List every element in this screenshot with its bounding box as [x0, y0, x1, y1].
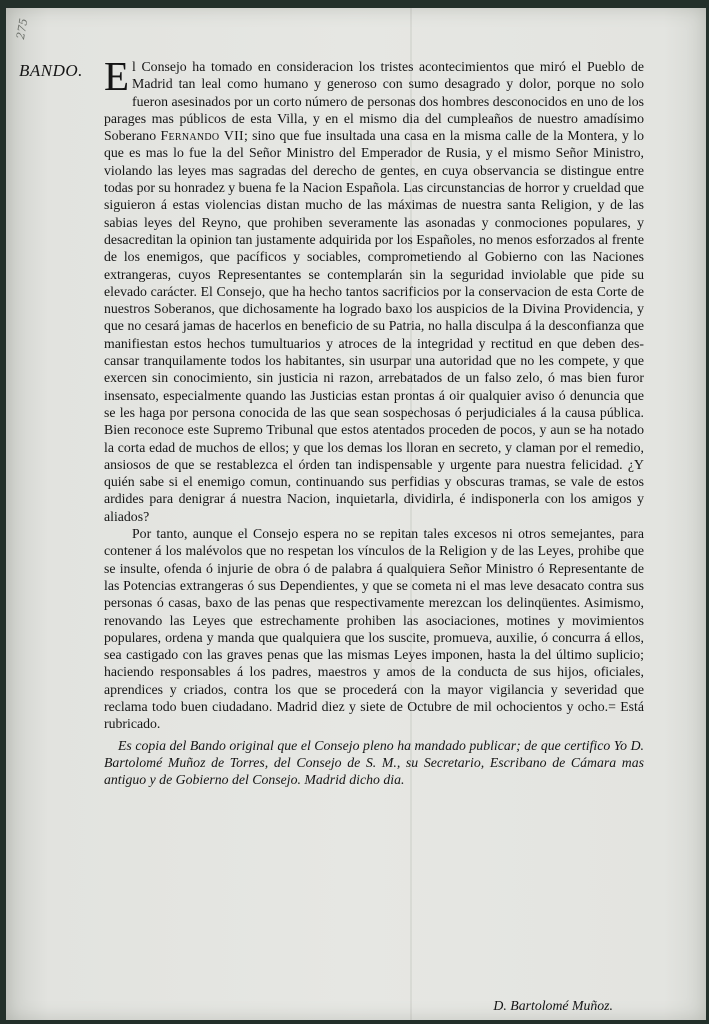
king-name: Fernando VII — [160, 128, 244, 144]
drop-cap: E — [104, 53, 130, 99]
paragraph-1-text-b: ; sino que fue insultada una casa en la misma calle de la Montera, y lo que es mas lo fue la del Señor Ministro del Emperador de Rusia, y el mismo Señor Ministro, violando las leyes mas sagradas del derecho de gentes, en cuya observancia se distingue entre todas por su honradez y buena fe la Nacion Española. Las circunstancias de horror y crueldad que siguieron á estas violencias distan mucho de las máximas de nuestra santa Religion, y de las sabias leyes del Reyno, que prohiben severamente las asonadas y conmociones populares, y desacreditan la opinion tan justamente adquirida por los Españoles, no menos esforzados al frente de los enemigos, que pacíficos y sociables, comprometiendo al Gobierno con las Naciones extrangeras, cuyos Representantes se contemplarán sin la seguridad inviolable que pide su elevado carácter. El Consejo, que ha hecho tantos sacrificios por la conservacion de esta Corte de nuestros Soberanos, que dichosamente ha logrado baxo los auspicios de la Divina Providencia, y que no cesará jamas de hacerlos en beneficio de su Patria, no halla disculpa á la desconfianza que manifiestan estos hechos tumultuarios y atroces de la integridad y rectitud en que deben descansar tranquilamente todos los habitantes, sin usurpar una autoridad que no les compete, y que exercen sin conocimiento, sin justicia ni razon, arrebatados de un falso zelo, ó mas bien furor insensato, especialmente quando las Justicias estan prontas á oir qualquier aviso ó denuncia que se les haga por persona conocida de las que sean sospechosas ó perjudiciales á la causa pública. Bien reconoce este Supremo Tribunal que estos atentados proceden de pocos, y aun se ha notado la corta edad de muchos de ellos; y que los demas los lloran en secreto, y claman por el remedio, ansiosos de que se restablezca el órden tan indispensable y urgente para nuestra felicidad. ¿Y quién sabe si el enemigo comun, continuando sus perfidias y obscuras tramas, se vale de estos ardides para denigrar á nuestra Nacion, inquietarla, dividirla, é indisponerla con los amigos y aliados? — [104, 128, 645, 524]
certification-paragraph: Es copia del Bando original que el Consejo pleno ha mandado publicar; de que certifico Yo D. Bartolomé Muñoz de Torres, del Consejo de S. M., su Secretario, Escribano de Cámara mas antiguo y de Gobierno del Consejo. Madrid dicho dia. — [104, 737, 644, 788]
document-body — [104, 53, 645, 788]
paragraph-1-text-a: l Consejo ha tomado en consideracion los tristes acontecimientos que miró el Pueblo de Madrid tan leal como humano y generoso con sumo desagrado y dolor, porque no solo fueron asesinados por un corto número de personas dos hombres desconocidos en uno de los parages mas públicos de esta Villa, y en el mismo dia del cumpleaños de nuestro amadísimo Soberano — [104, 59, 644, 144]
paragraph-1 — [104, 53, 645, 525]
document-label: BANDO. — [19, 61, 83, 80]
paragraph-2: Por tanto, aunque el Consejo espera no se repitan tales excesos ni otros semejantes, para contener á los malévolos que no respetan los vínculos de la Religion y de las Leyes, prohibe que se insulte, ofenda ó injurie de obra ó de palabra á qualquiera Señor Ministro ó Representante de las Potencias extrangeras ó sus Dependientes, y que se cometa ni el mas leve desacato contra sus personas ó casas, baxo de las penas que respectivamente merezcan los delinqüentes. Asimismo, renovando las Leyes que estrechamente prohiben las asociaciones, motines y movimientos populares, ordena y manda que qualquiera que los suscite, promueva, auxilie, ó concurra á ellos, sea castigado con las graves penas que las mismas Leyes imponen, hasta la del último suplicio; haciendo responsables á los padres, maestros y amos de la conducta de sus hijos, oficiales, aprendices y criados, contra los que se procederá con la mayor vigilancia y severidad que reclama todo buen ciudadano. Madrid diez y siete de Octubre de mil ochocientos y ocho.= Está rubricado. — [104, 526, 644, 732]
margin-note: 275 — [14, 17, 31, 41]
signature-line: D. Bartolomé Muñoz. — [493, 998, 613, 1013]
